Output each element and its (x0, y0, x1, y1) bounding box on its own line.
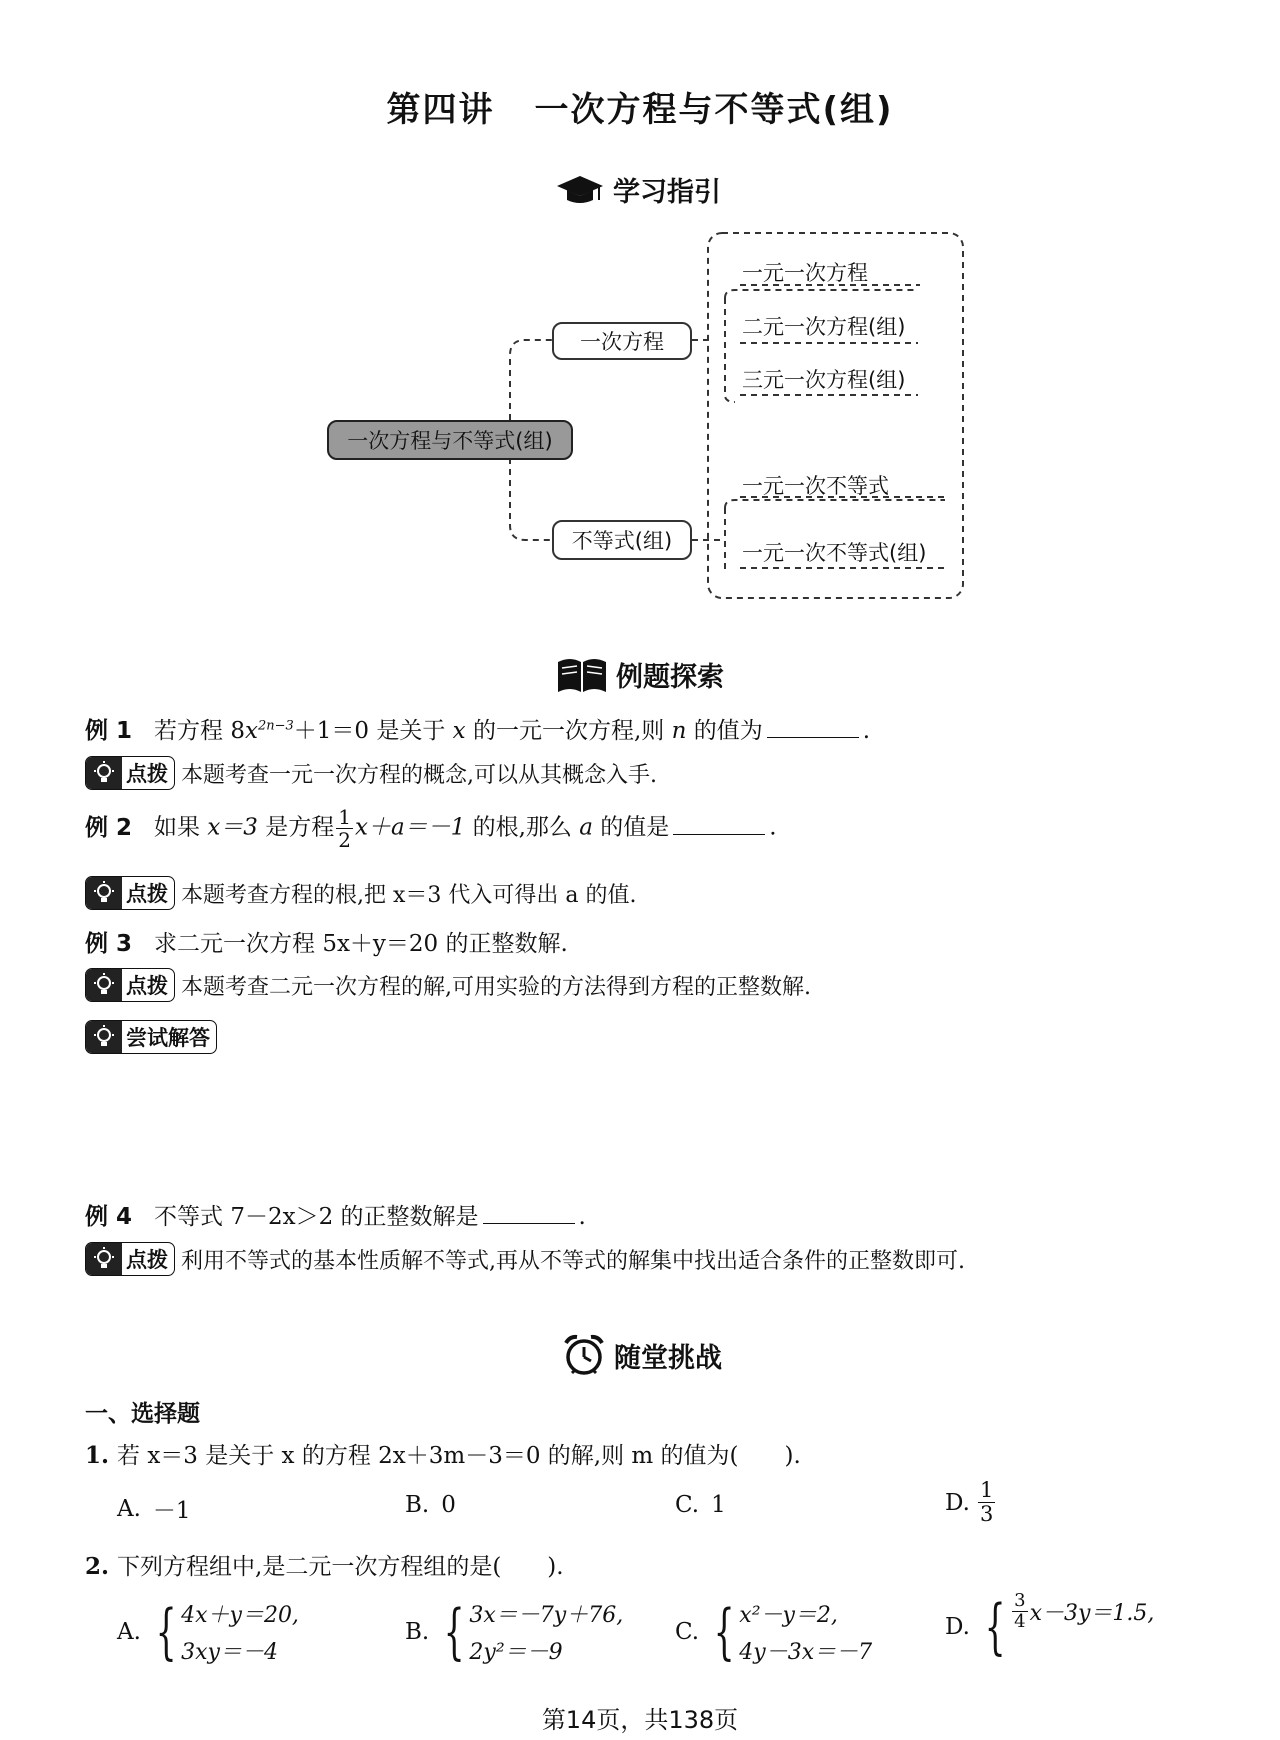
hint-text: 本题考查二元一次方程的解,可用实验的方法得到方程的正整数解. (181, 974, 811, 1000)
option-label: B. (405, 1619, 430, 1645)
try-badge (85, 1020, 217, 1054)
example-var: x (244, 718, 258, 744)
brace: { (713, 1597, 735, 1667)
option-label: B. (405, 1492, 430, 1518)
hint-text: 本题考查一元一次方程的概念,可以从其概念入手. (181, 762, 657, 788)
brace: { (443, 1597, 465, 1667)
try-label: 尝试解答 (126, 1026, 210, 1050)
hint-badge (85, 968, 175, 1002)
example-exponent: 2n−3 (257, 718, 294, 734)
example-text: 不等式 7－2x＞2 的正整数解是 (154, 1204, 479, 1230)
mindmap-branch-equation-label: 一次方程 (580, 330, 664, 354)
examples-heading-text: 例题探索 (616, 662, 724, 693)
fraction-numerator: 1 (338, 805, 351, 829)
hint-label: 点拨 (126, 1248, 168, 1272)
question-text: 若 x＝3 是关于 x 的方程 2x＋3m－3＝0 的解,则 m 的值为( ). (117, 1443, 801, 1469)
option-b[interactable] (405, 1492, 456, 1518)
hint-badge (85, 756, 175, 790)
example-text: ＋1＝0 是关于 (293, 718, 446, 744)
hint-2 (85, 876, 636, 910)
mindmap-leaf: 一元一次方程 (742, 261, 868, 285)
answer-blank[interactable] (673, 833, 765, 835)
mindmap-leaf: 一元一次不等式(组) (742, 541, 927, 565)
brace: { (155, 1597, 177, 1667)
example-math: x＋a＝－1 (354, 814, 466, 841)
option-value: －1 (152, 1498, 191, 1524)
option-label: D. (945, 1614, 970, 1640)
challenge-heading (562, 1333, 722, 1377)
part-heading: 一、选择题 (85, 1401, 200, 1427)
equation-line: 2y²＝－9 (469, 1640, 563, 1665)
example-text: 若方程 8 (154, 718, 245, 744)
equation-line: x²－y＝2, (739, 1603, 838, 1628)
option-label: D. (945, 1489, 970, 1516)
lightbulb-icon (86, 1243, 122, 1275)
option-value: 0 (441, 1492, 456, 1518)
fraction-numerator: 3 (1014, 1590, 1026, 1611)
option-label: C. (675, 1619, 700, 1645)
equation-system (705, 1598, 872, 1666)
fraction-denominator: 4 (1014, 1611, 1026, 1632)
lightbulb-icon (86, 969, 122, 1001)
equation-system (147, 1598, 299, 1666)
fraction (1012, 1592, 1027, 1631)
hint-badge (85, 1242, 175, 1276)
example-text: . (769, 814, 777, 841)
option-a[interactable] (117, 1598, 299, 1666)
page-footer: 第14页，共138页 (541, 1706, 739, 1734)
fraction-denominator: 2 (338, 828, 351, 852)
example-text: 的根,那么 (472, 814, 572, 841)
example-text: 如果 (154, 814, 201, 841)
example-text: 的值是 (600, 814, 670, 841)
question-number: 1. (85, 1442, 110, 1469)
fraction-numerator: 1 (979, 1478, 994, 1502)
fraction (336, 807, 353, 850)
challenge-heading-text: 随堂挑战 (614, 1342, 722, 1374)
option-label: A. (117, 1495, 141, 1522)
example-label: 例 3 (85, 931, 133, 957)
mindmap-leaf: 一元一次不等式 (742, 474, 889, 498)
fraction-denominator: 3 (979, 1502, 994, 1526)
example-text: 是方程 (265, 814, 335, 841)
equation-line: x－3y＝1.5, (1029, 1601, 1155, 1626)
lecture-number: 第四讲 (386, 90, 495, 130)
alarm-clock-icon (562, 1333, 606, 1377)
option-c[interactable] (675, 1492, 726, 1518)
example-3 (85, 925, 568, 958)
examples-heading (556, 655, 724, 694)
hint-label: 点拨 (126, 882, 168, 906)
fraction (978, 1480, 995, 1525)
mindmap-branch-equation (552, 322, 692, 360)
open-book-icon (556, 656, 608, 694)
example-var: a (579, 814, 593, 841)
example-text: . (862, 718, 871, 744)
mindmap-leaf: 三元一次方程(组) (742, 368, 906, 392)
equation-line: 3x＝－7y＋76, (469, 1603, 624, 1628)
equation-system (435, 1598, 623, 1666)
example-var: x (452, 718, 466, 744)
brace: { (984, 1592, 1006, 1662)
option-a[interactable] (117, 1492, 191, 1525)
example-var: n (671, 718, 687, 744)
hint-label: 点拨 (126, 762, 168, 786)
example-label: 例 4 (85, 1204, 133, 1230)
option-c[interactable] (675, 1598, 872, 1666)
lightbulb-icon (86, 757, 122, 789)
answer-blank[interactable] (767, 736, 859, 738)
question-text: 下列方程组中,是二元一次方程组的是( ). (117, 1554, 564, 1580)
lightbulb-icon (86, 877, 122, 909)
question-number: 2. (85, 1553, 110, 1580)
example-2 (85, 807, 777, 850)
option-label: C. (675, 1492, 700, 1518)
hint-4 (85, 1242, 965, 1276)
option-value: 1 (711, 1492, 726, 1518)
question-2 (85, 1548, 564, 1581)
hint-3 (85, 968, 811, 1002)
guide-heading-text: 学习指引 (613, 177, 721, 208)
option-b[interactable] (405, 1598, 623, 1666)
example-text: . (578, 1204, 586, 1230)
mindmap-root (327, 420, 573, 460)
mindmap-leaf: 二元一次方程(组) (742, 315, 906, 339)
mindmap-branch-inequality-label: 不等式(组) (571, 529, 673, 553)
hint-label: 点拨 (126, 974, 168, 998)
hint-text: 本题考查方程的根,把 x＝3 代入可得出 a 的值. (181, 882, 637, 908)
mindmap-root-label: 一次方程与不等式(组) (347, 429, 553, 453)
question-1 (85, 1437, 801, 1470)
hint-1 (85, 756, 657, 790)
example-label: 例 1 (85, 718, 133, 744)
example-label: 例 2 (85, 814, 133, 841)
answer-blank[interactable] (483, 1222, 575, 1224)
example-1 (85, 712, 870, 745)
example-4 (85, 1198, 586, 1231)
option-label: A. (117, 1619, 141, 1645)
equation-line: 4y－3x＝－7 (739, 1640, 873, 1665)
example-text: 求二元一次方程 5x＋y＝20 的正整数解. (154, 931, 568, 957)
equation-line: 4x＋y＝20, (181, 1603, 299, 1628)
example-text: 的值为 (693, 718, 763, 744)
example-text: 的一元一次方程,则 (472, 718, 665, 744)
hint-text: 利用不等式的基本性质解不等式,再从不等式的解集中找出适合条件的正整数即可. (181, 1248, 965, 1274)
equation-system (976, 1592, 1154, 1662)
option-d[interactable] (945, 1480, 997, 1525)
lightbulb-icon (86, 1021, 122, 1053)
mindmap-branch-inequality (552, 520, 692, 560)
option-d[interactable] (945, 1592, 1154, 1662)
example-math: x＝3 (207, 814, 258, 841)
try-answer (85, 1020, 223, 1054)
lecture-topic: 一次方程与不等式(组) (534, 90, 894, 130)
equation-line: 3xy＝－4 (181, 1640, 278, 1665)
hint-badge (85, 876, 175, 910)
